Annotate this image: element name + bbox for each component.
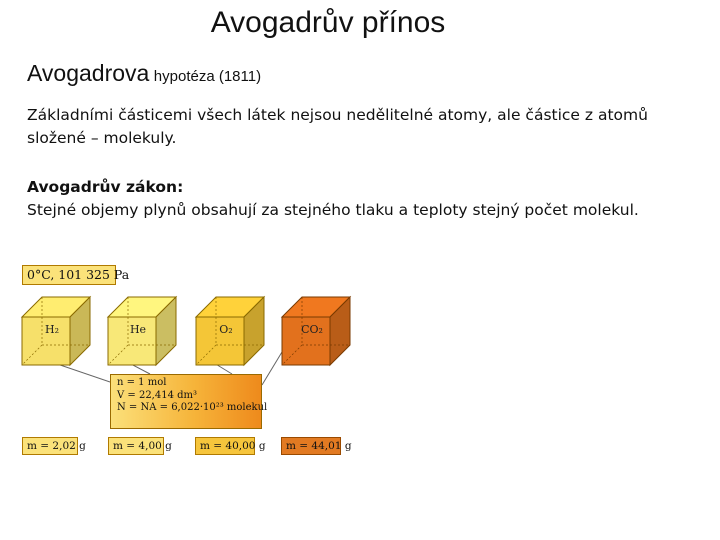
- gas-cube-h2: [22, 297, 90, 365]
- info-volume: V = 22,414 dm³: [117, 389, 198, 401]
- info-amount: n = 1 mol: [117, 377, 167, 388]
- slide-title: Avogadrův přínos: [210, 6, 446, 39]
- law-text: Stejné objemy plynů obsahují za stejného tlaku a teploty stejný počet molekul.: [27, 201, 639, 219]
- conditions-label: 0°C, 101 325 Pa: [22, 265, 116, 285]
- gas-formula-he: He: [129, 323, 147, 336]
- gas-cube-o2: [196, 297, 264, 365]
- gas-formula-h2: H₂: [44, 323, 60, 336]
- subtitle-main: Avogadrova: [27, 60, 150, 86]
- gas-formula-o2: O₂: [219, 323, 233, 336]
- gas-cube-co2: [282, 297, 350, 365]
- info-count: N = NA = 6,022·10²³ molekul: [117, 402, 268, 413]
- mass-label-o2: m = 40,00 g: [195, 437, 255, 455]
- law-heading: Avogadrův zákon:: [27, 178, 184, 196]
- gas-cube-he: [108, 297, 176, 365]
- mass-label-he: m = 4,00 g: [108, 437, 164, 455]
- mass-label-co2: m = 44,01 g: [281, 437, 341, 455]
- subtitle-rest: hypotéza (1811): [153, 68, 262, 85]
- molar-info-box: [110, 374, 268, 429]
- molecule-paragraph: Základními částicemi všech látek nejsou nedělitelné atomy, ale částice z atomů složené – molekuly.: [27, 106, 648, 147]
- mass-label-h2: m = 2,02 g: [22, 437, 78, 455]
- gas-formula-co2: CO₂: [301, 323, 323, 336]
